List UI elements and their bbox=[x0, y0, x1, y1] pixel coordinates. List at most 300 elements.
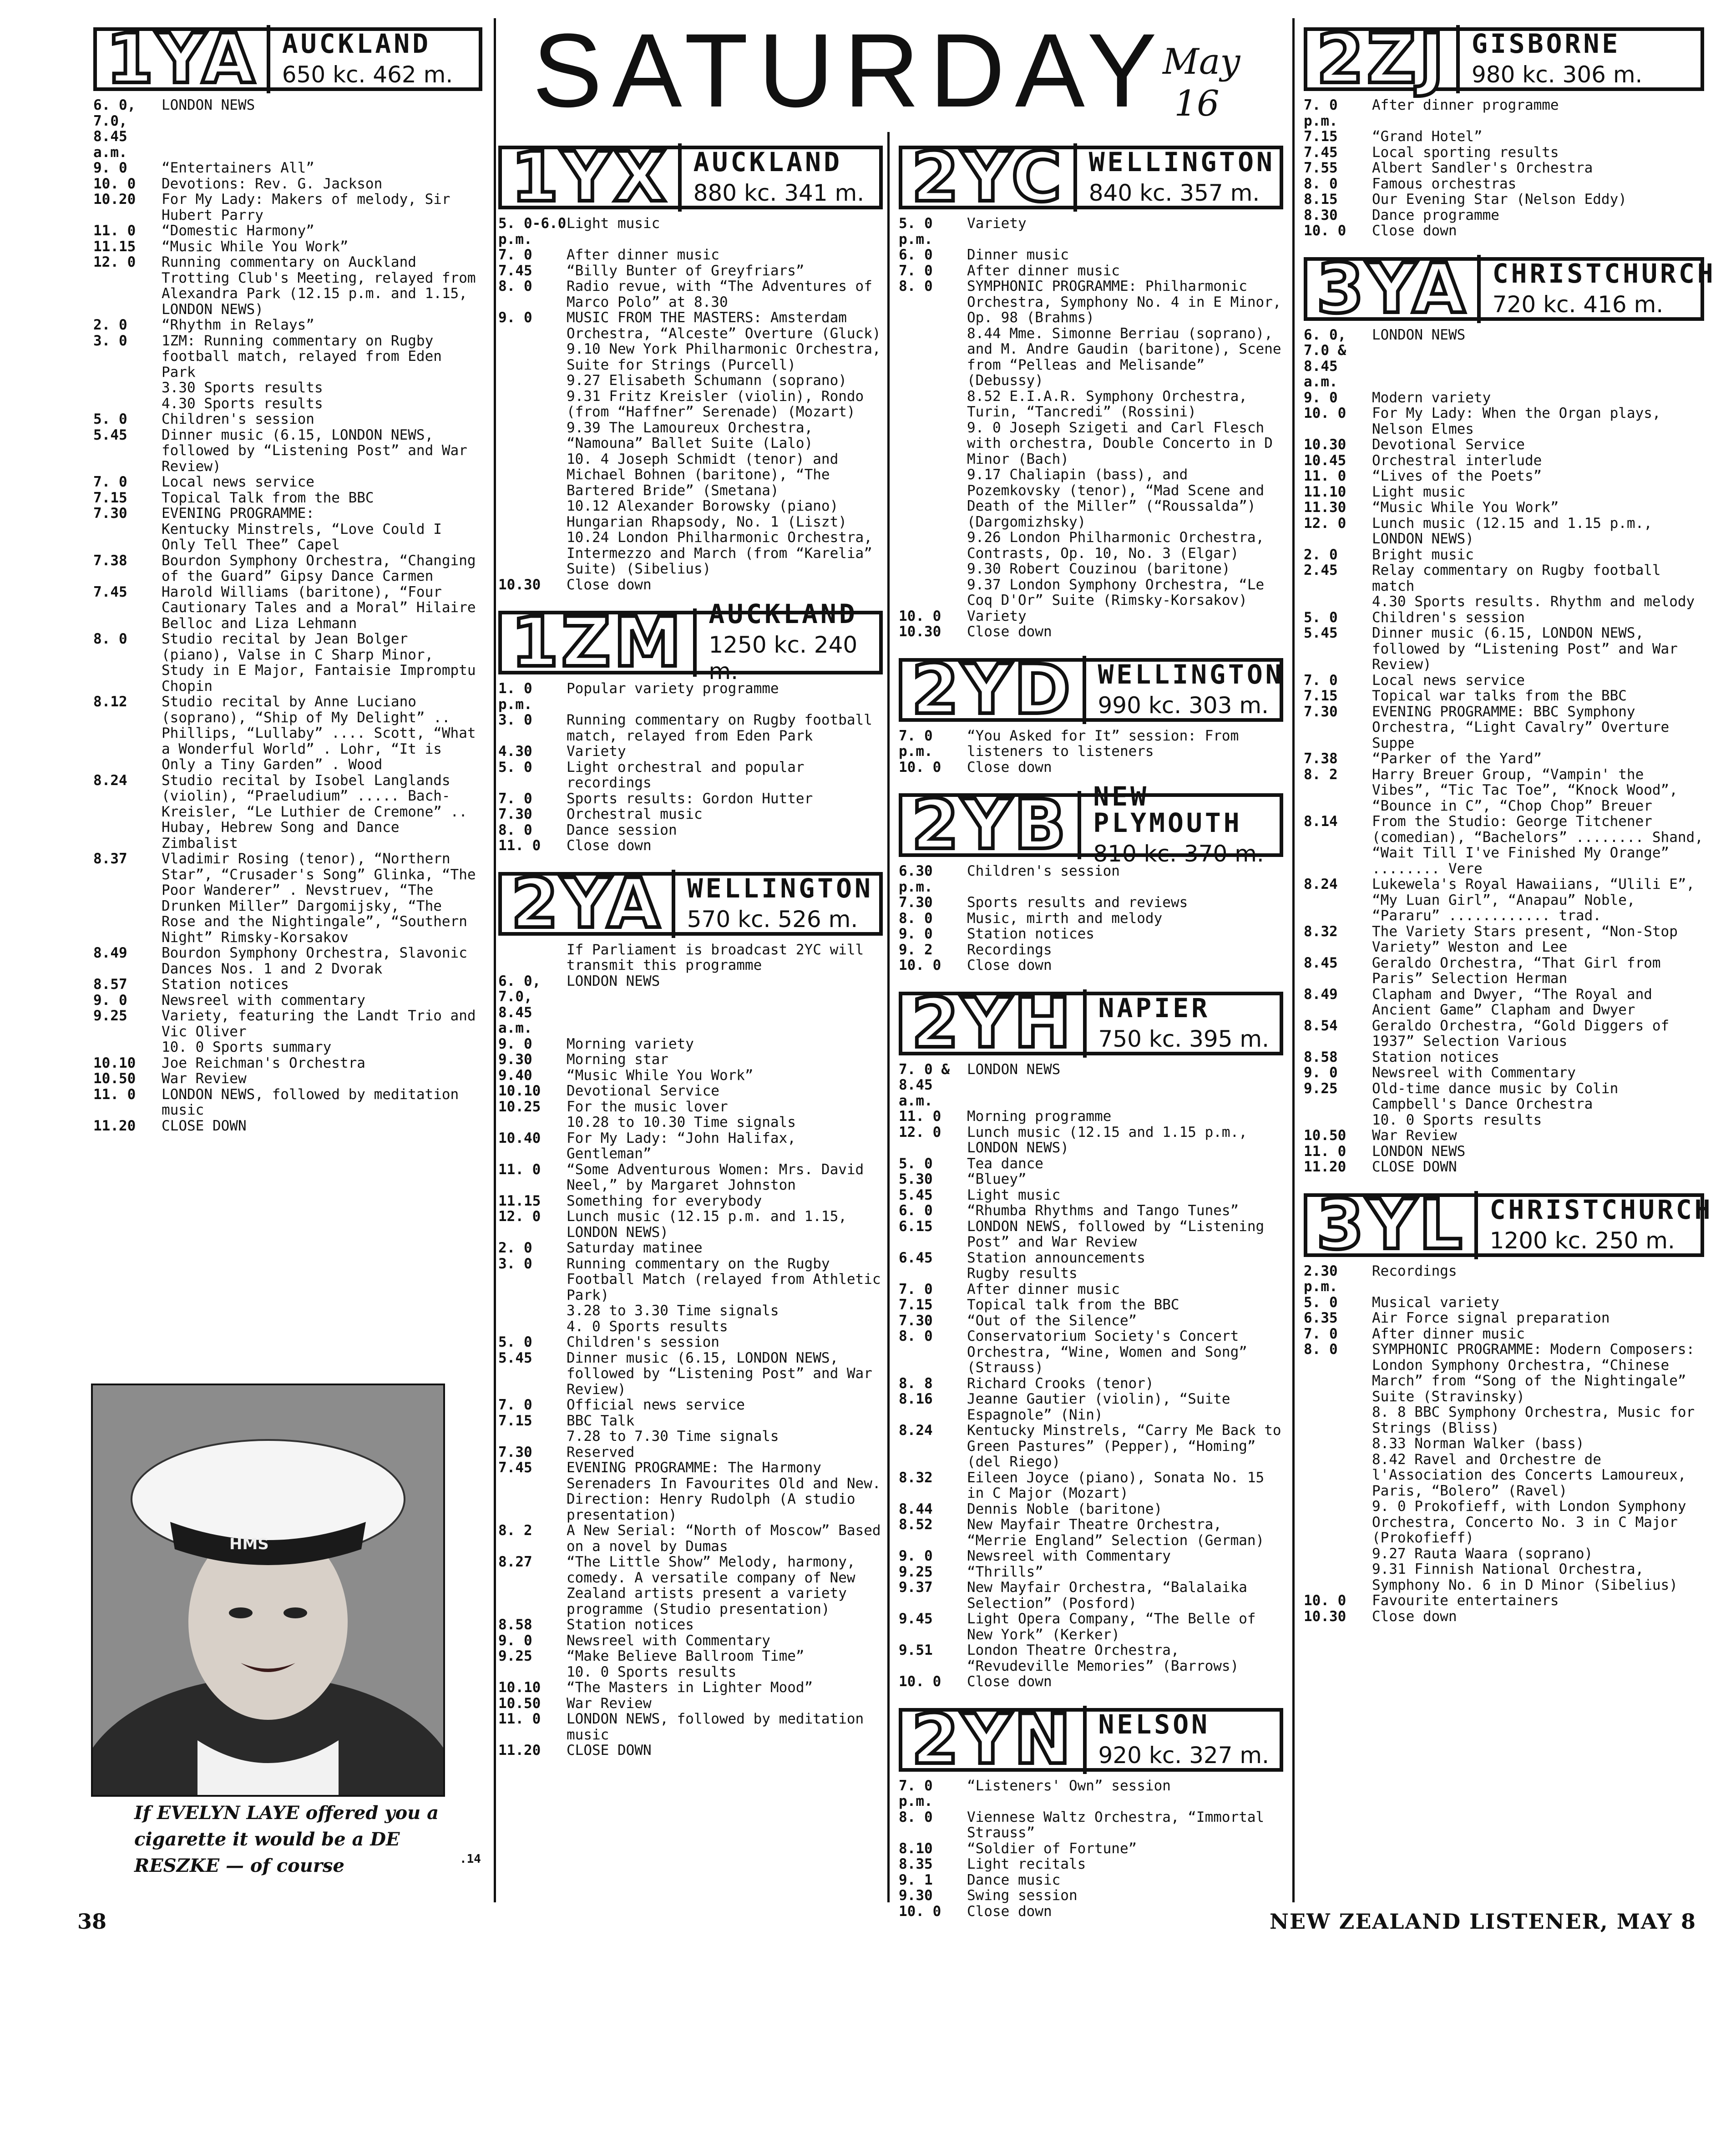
programme-title: Dance music bbox=[967, 1871, 1061, 1888]
programme-title: 9.30 Robert Couzinou (baritone) bbox=[967, 561, 1230, 577]
programme-item bbox=[1304, 1326, 1704, 1342]
programme-title: Bourdon Symphony Orchestra, “Changing of the Guard” Gipsy Dance Carmen bbox=[162, 552, 476, 584]
programme-item bbox=[899, 1674, 1283, 1690]
programme-time: 8. 8 bbox=[899, 1375, 933, 1392]
station-frequency: 980 kc. 306 m. bbox=[1471, 61, 1643, 88]
programme-item bbox=[93, 1008, 482, 1039]
programme-title: Dennis Noble (baritone) bbox=[967, 1500, 1163, 1517]
station-call-sign: 2YN bbox=[911, 1706, 1087, 1774]
programme-item bbox=[1304, 208, 1704, 223]
station-header bbox=[93, 20, 482, 99]
programme-title: Close down bbox=[967, 1673, 1052, 1690]
programme-item bbox=[93, 239, 482, 255]
programme-item bbox=[93, 396, 482, 412]
station-header bbox=[1304, 1185, 1713, 1265]
programme-title: If Parliament is broadcast 2YC will transmit this programme bbox=[567, 941, 864, 973]
programme-time: 7.15 bbox=[899, 1297, 933, 1313]
programme-time: 9. 2 bbox=[899, 941, 933, 958]
programme-time: 3. 0 bbox=[498, 712, 532, 728]
programme-item bbox=[498, 973, 883, 1036]
programme-title: A New Serial: “North of Moscow” Based on a novel by Dumas bbox=[567, 1522, 881, 1555]
programme-title: 10. 0 Sports summary bbox=[162, 1039, 332, 1055]
programme-title: “The Masters in Lighter Mood” bbox=[567, 1679, 813, 1696]
programme-time: 8. 0 bbox=[899, 278, 933, 294]
programme-title: Albert Sandler's Orchestra bbox=[1372, 160, 1593, 176]
programme-title: After dinner music bbox=[567, 247, 719, 263]
programme-item bbox=[498, 1523, 883, 1554]
programme-title: LONDON NEWS, followed by “Listening Post” and War Review bbox=[967, 1218, 1265, 1250]
programme-title: War Review bbox=[1372, 1127, 1457, 1144]
programme-time: 10.50 bbox=[1304, 1127, 1346, 1144]
programme-item bbox=[899, 1611, 1283, 1642]
programme-time: 6.35 bbox=[1304, 1310, 1338, 1326]
column-rule bbox=[887, 132, 890, 1902]
station-details bbox=[1081, 783, 1270, 867]
programme-item bbox=[899, 467, 1283, 530]
programme-time: 11.15 bbox=[93, 238, 136, 255]
programme-time: 11. 0 bbox=[93, 1086, 136, 1103]
programme-time bbox=[498, 451, 567, 499]
programme-item bbox=[93, 97, 482, 160]
programme-time: 11. 0 bbox=[93, 223, 136, 239]
programme-time: 7. 0 bbox=[498, 247, 532, 263]
programme-time: 7.45 bbox=[93, 583, 127, 600]
programme-time: 10. 0 bbox=[899, 1673, 941, 1690]
programme-time: 5. 0 bbox=[899, 1155, 933, 1172]
programme-item bbox=[899, 1297, 1283, 1313]
programme-time: 8.37 bbox=[93, 851, 127, 867]
programme-title: After dinner music bbox=[967, 262, 1120, 279]
programme-title: Dinner music (6.15, LONDON NEWS, followed by “Listening Post” and War Review) bbox=[1372, 625, 1678, 673]
programme-item bbox=[1304, 1561, 1704, 1593]
programme-title: Joe Reichman's Orchestra bbox=[162, 1054, 365, 1071]
programme-list bbox=[899, 1778, 1283, 1920]
programme-time: 5.45 bbox=[93, 426, 127, 443]
station-header bbox=[899, 1700, 1283, 1779]
programme-item bbox=[498, 1664, 883, 1680]
programme-item bbox=[899, 1203, 1283, 1219]
programme-item bbox=[1304, 1609, 1704, 1625]
programme-time bbox=[498, 1303, 567, 1319]
programme-item bbox=[899, 760, 1283, 775]
programme-item bbox=[498, 310, 883, 341]
programme-item bbox=[1304, 1112, 1704, 1128]
programme-time: 8. 0 bbox=[899, 1328, 933, 1344]
programme-list bbox=[498, 681, 883, 854]
programme-time: 8. 0 bbox=[498, 278, 532, 294]
programme-time: 8. 2 bbox=[498, 1522, 532, 1539]
programme-item bbox=[498, 806, 883, 822]
programme-title: After dinner music bbox=[1372, 1325, 1525, 1342]
programme-item bbox=[899, 1778, 1283, 1809]
programme-item bbox=[498, 712, 883, 744]
programme-time bbox=[93, 380, 162, 396]
programme-time: 5. 0 bbox=[93, 411, 127, 427]
programme-item bbox=[498, 389, 883, 420]
programme-item bbox=[93, 993, 482, 1009]
station-call-sign: 1ZM bbox=[511, 608, 697, 677]
station-block-2ya bbox=[498, 864, 883, 1759]
programme-time: 10.50 bbox=[93, 1070, 136, 1087]
programme-item bbox=[1304, 610, 1704, 626]
programme-time: 5.45 bbox=[1304, 625, 1338, 641]
programme-title: After dinner music bbox=[967, 1281, 1120, 1298]
programme-item bbox=[498, 1068, 883, 1084]
station-header bbox=[899, 983, 1283, 1063]
station-frequency: 570 kc. 526 m. bbox=[687, 906, 858, 933]
programme-time: 10.30 bbox=[498, 576, 541, 593]
programme-time: 7.15 bbox=[93, 489, 127, 506]
programme-time: 10.10 bbox=[498, 1083, 541, 1099]
programme-time: 10.30 bbox=[1304, 436, 1346, 453]
programme-title: 10. 0 Sports results bbox=[1372, 1111, 1542, 1128]
programme-item bbox=[498, 1680, 883, 1696]
programme-item bbox=[899, 608, 1283, 624]
programme-item bbox=[1304, 688, 1704, 704]
programme-title: Light Opera Company, “The Belle of New York” (Kerker) bbox=[967, 1611, 1256, 1643]
programme-title: MUSIC FROM THE MASTERS: Amsterdam Orchestra, “Alceste” Overture (Gluck) bbox=[567, 309, 881, 342]
programme-title: “Bluey” bbox=[967, 1171, 1027, 1187]
programme-title: Light recitals bbox=[967, 1856, 1086, 1872]
programme-title: Children's session bbox=[567, 1334, 719, 1350]
programme-item bbox=[1304, 223, 1704, 239]
programme-item bbox=[1304, 468, 1704, 484]
programme-time bbox=[899, 389, 967, 420]
programme-item bbox=[899, 728, 1283, 760]
station-call-sign: 3YL bbox=[1316, 1191, 1478, 1259]
station-header bbox=[498, 598, 883, 684]
programme-list bbox=[899, 1062, 1283, 1690]
programme-item bbox=[899, 1470, 1283, 1501]
programme-time: 7. 0 bbox=[899, 262, 933, 279]
programme-item bbox=[498, 216, 883, 247]
programme-time: 7.15 bbox=[1304, 128, 1338, 145]
programme-item bbox=[498, 1130, 883, 1162]
programme-list bbox=[93, 97, 482, 1134]
programme-time: 8.57 bbox=[93, 976, 127, 993]
programme-title: 8.52 E.I.A.R. Symphony Orchestra, Turin, “Tancredi” (Rossini) bbox=[967, 388, 1247, 420]
programme-time: 11. 0 bbox=[498, 837, 541, 854]
programme-item bbox=[498, 1460, 883, 1523]
programme-title: Variety, featuring the Landt Trio and Vic Oliver bbox=[162, 1008, 476, 1040]
programme-title: “Out of the Silence” bbox=[967, 1312, 1137, 1329]
station-call-sign: 1YA bbox=[106, 25, 270, 93]
programme-item bbox=[498, 791, 883, 807]
programme-title: Newsreel with Commentary bbox=[1372, 1064, 1576, 1081]
issue-date: May 16 bbox=[1163, 41, 1240, 124]
programme-time: 9. 0 bbox=[1304, 389, 1338, 406]
programme-item bbox=[1304, 625, 1704, 673]
station-block-2yn bbox=[899, 1700, 1283, 1920]
advert-code: .14 bbox=[460, 1852, 481, 1866]
programme-title: Vladimir Rosing (tenor), “Northern Star”, “Crusader's Song” Glinka, “The Poor Wanderer” . Nevstruev, “The Drunken Miller” Dargomijsky, “The Rose and the Nightingale”, “Southern Night” Rimsky-Korsakov bbox=[162, 851, 476, 946]
programme-title: 4.30 Sports results bbox=[162, 395, 323, 412]
programme-title: Light music bbox=[1372, 483, 1466, 500]
programme-title: “Rhythm in Relays” bbox=[162, 317, 314, 333]
station-call-sign: 1YX bbox=[511, 143, 682, 212]
programme-title: Harry Breuer Group, “Vampin' the Vibes”, “Tic Tac Toe”, “Knock Wood”, “Bounce in C”, “Chop Chop” Breuer bbox=[1372, 766, 1678, 814]
programme-title: LONDON NEWS bbox=[967, 1061, 1061, 1078]
programme-item bbox=[899, 1376, 1283, 1392]
programme-item bbox=[899, 1062, 1283, 1109]
programme-title: Devotional Service bbox=[1372, 436, 1525, 453]
programme-time: 9.30 bbox=[498, 1051, 532, 1068]
programme-title: Harold Williams (baritone), “Four Cautionary Tales and a Moral” Hilaire Belloc and Liza Lehmann bbox=[162, 583, 476, 632]
programme-time bbox=[93, 396, 162, 412]
programme-title: Light music bbox=[567, 215, 660, 232]
programme-item bbox=[899, 1313, 1283, 1329]
programme-list bbox=[899, 216, 1283, 640]
programme-item bbox=[498, 681, 883, 712]
programme-item bbox=[1304, 453, 1704, 469]
programme-title: 10.28 to 10.30 Time signals bbox=[567, 1114, 796, 1130]
programme-time: 4.30 bbox=[498, 743, 532, 760]
programme-item bbox=[93, 317, 482, 333]
programme-title: Air Force signal preparation bbox=[1372, 1310, 1610, 1326]
programme-item bbox=[498, 744, 883, 760]
programme-time: 11.20 bbox=[93, 1117, 136, 1134]
programme-title: “Make Believe Ballroom Time” bbox=[567, 1648, 805, 1664]
programme-title: Morning variety bbox=[567, 1035, 694, 1052]
programme-item bbox=[1304, 1263, 1704, 1295]
programme-title: LONDON NEWS bbox=[1372, 326, 1466, 343]
programme-title: Station notices bbox=[1372, 1049, 1499, 1065]
programme-time: 12. 0 bbox=[1304, 515, 1346, 532]
programme-title: “Entertainers All” bbox=[162, 160, 314, 176]
programme-item bbox=[899, 1580, 1283, 1611]
station-header bbox=[1304, 249, 1716, 329]
programme-title: Dinner music (6.15, LONDON NEWS, followed by “Listening Post” and War Review) bbox=[567, 1349, 872, 1398]
programme-title: Running commentary on Auckland Trotting Club's Meeting, relayed from Alexandra Park (12.15 p.m. and 1.15, LONDON NEWS) bbox=[162, 254, 476, 318]
programme-list bbox=[498, 216, 883, 593]
programme-title: Lunch music (12.15 and 1.15 p.m., LONDON NEWS) bbox=[967, 1124, 1247, 1156]
programme-time: 7. 0 p.m. bbox=[899, 727, 933, 760]
programme-item bbox=[1304, 1436, 1704, 1452]
programme-time bbox=[498, 942, 567, 973]
programme-item bbox=[899, 530, 1283, 561]
programme-title: Richard Crooks (tenor) bbox=[967, 1375, 1154, 1392]
programme-item bbox=[498, 1633, 883, 1649]
programme-time bbox=[498, 341, 567, 373]
programme-title: Children's session bbox=[967, 863, 1120, 879]
programme-time: 7.30 bbox=[899, 894, 933, 911]
programme-time: 9.37 bbox=[899, 1579, 933, 1596]
programme-title: Viennese Waltz Orchestra, “Immortal Strauss” bbox=[967, 1809, 1265, 1841]
programme-item bbox=[498, 1052, 883, 1068]
programme-title: New Mayfair Theatre Orchestra, “Merrie England” Selection (German) bbox=[967, 1516, 1265, 1549]
programme-title: Recordings bbox=[1372, 1262, 1457, 1279]
programme-time bbox=[498, 389, 567, 420]
programme-time: 8.44 bbox=[899, 1500, 933, 1517]
station-city: NEW PLYMOUTH bbox=[1093, 781, 1242, 838]
programme-time: 10.10 bbox=[498, 1679, 541, 1696]
programme-item bbox=[93, 490, 482, 506]
programme-item bbox=[1304, 516, 1704, 547]
programme-title: Lunch music (12.15 and 1.15 p.m., LONDON NEWS) bbox=[1372, 515, 1652, 547]
programme-title: Close down bbox=[967, 623, 1052, 640]
station-block-2yc bbox=[899, 138, 1283, 640]
programme-title: Topical Talk from the BBC bbox=[162, 489, 374, 506]
programme-title: From the Studio: George Titchener (comedian), “Bachelors” ........ Shand, “Wait Till I've Finished My Orange” ........ Vere bbox=[1372, 813, 1703, 877]
programme-item bbox=[899, 247, 1283, 263]
programme-time: 8.35 bbox=[899, 1856, 933, 1872]
programme-item bbox=[1304, 1546, 1704, 1562]
programme-time: 9.25 bbox=[1304, 1080, 1338, 1097]
programme-time: 11.20 bbox=[1304, 1159, 1346, 1175]
programme-time bbox=[899, 467, 967, 530]
programme-time: 10.50 bbox=[498, 1695, 541, 1712]
programme-title: War Review bbox=[567, 1695, 652, 1712]
programme-time: 7.30 bbox=[498, 806, 532, 822]
programme-title: LONDON NEWS bbox=[162, 97, 255, 113]
programme-title: Newsreel with Commentary bbox=[967, 1548, 1171, 1564]
programme-time: 8. 0 bbox=[1304, 1341, 1338, 1358]
programme-time bbox=[498, 1319, 567, 1335]
programme-item bbox=[93, 1118, 482, 1134]
programme-title: Close down bbox=[967, 1903, 1052, 1920]
programme-time: 5. 0-6.0 p.m. bbox=[498, 215, 567, 248]
station-details bbox=[1460, 30, 1691, 88]
station-header bbox=[899, 650, 1284, 730]
programme-time: 9. 0 bbox=[498, 1632, 532, 1649]
programme-time: 6. 0 bbox=[899, 247, 933, 263]
programme-item bbox=[1304, 1018, 1704, 1049]
programme-item bbox=[899, 1841, 1283, 1857]
station-call-sign: 2YC bbox=[911, 143, 1077, 212]
programme-item bbox=[899, 1517, 1283, 1548]
programme-item bbox=[498, 1350, 883, 1398]
programme-title: “Billy Bunter of Greyfriars” bbox=[567, 262, 805, 279]
programme-time bbox=[498, 1664, 567, 1680]
programme-item bbox=[93, 584, 482, 632]
programme-item bbox=[498, 760, 883, 791]
programme-time bbox=[498, 420, 567, 451]
programme-item bbox=[498, 1743, 883, 1759]
programme-item bbox=[899, 1872, 1283, 1888]
programme-time: 10.30 bbox=[1304, 1608, 1346, 1625]
station-city: AUCKLAND bbox=[282, 28, 431, 59]
programme-title: Station announcements bbox=[967, 1249, 1145, 1266]
programme-time bbox=[899, 326, 967, 389]
programme-item bbox=[93, 380, 482, 396]
programme-item bbox=[1304, 547, 1704, 563]
programme-time: 2. 0 bbox=[1304, 546, 1338, 563]
programme-time: 6. 0, 7.0 & 8.45 a.m. bbox=[1304, 326, 1346, 390]
programme-item bbox=[899, 1187, 1283, 1203]
programme-item bbox=[498, 341, 883, 373]
programme-item bbox=[498, 1099, 883, 1115]
programme-time: 9. 1 bbox=[899, 1871, 933, 1888]
programme-time: 11. 0 bbox=[498, 1161, 541, 1178]
programme-time: 9. 0 bbox=[899, 926, 933, 942]
programme-title: Studio recital by Anne Luciano (soprano), “Ship of My Delight” .. Phillips, “Lullaby” .... Scott, “What a Wonderful World” . Lohr, “It is Only a Tiny Garden” . Wood bbox=[162, 694, 476, 773]
programme-title: Station notices bbox=[567, 1617, 694, 1633]
portrait-illustration bbox=[93, 1385, 443, 1795]
programme-title: Close down bbox=[1372, 1608, 1457, 1625]
programme-time: 7. 0 bbox=[498, 1397, 532, 1413]
station-details bbox=[1087, 1708, 1270, 1769]
programme-time: 7. 0 p.m. bbox=[899, 1777, 933, 1809]
programme-time: 9. 0 bbox=[498, 309, 532, 326]
programme-time bbox=[1304, 1112, 1372, 1128]
station-header bbox=[498, 138, 883, 217]
programme-title: Our Evening Star (Nelson Eddy) bbox=[1372, 191, 1627, 208]
programme-title: “Rhumba Rhythms and Tango Tunes” bbox=[967, 1202, 1239, 1219]
programme-title: Bourdon Symphony Orchestra, Slavonic Dances Nos. 1 and 2 Dvorak bbox=[162, 945, 467, 977]
programme-item bbox=[1304, 405, 1704, 437]
programme-time: 11. 0 bbox=[899, 1108, 941, 1125]
programme-item bbox=[93, 977, 482, 993]
programme-item bbox=[93, 1071, 482, 1087]
programme-time: 10.20 bbox=[93, 191, 136, 208]
programme-title: Clapham and Dwyer, “The Royal and Ancient Game” Clapham and Dwyer bbox=[1372, 986, 1652, 1018]
programme-item bbox=[899, 1250, 1283, 1266]
programme-item bbox=[93, 223, 482, 239]
station-frequency: 1250 kc. 240 m. bbox=[709, 632, 858, 684]
programme-title: Orchestral music bbox=[567, 806, 703, 822]
programme-title: 10.12 Alexander Borowsky (piano) Hungarian Rhapsody, No. 1 (Liszt) bbox=[567, 498, 847, 530]
programme-time: 6.45 bbox=[899, 1249, 933, 1266]
programme-time: 8.16 bbox=[899, 1391, 933, 1407]
programme-title: Studio recital by Jean Bolger (piano), Valse in C Sharp Minor, Study in E Major, Fantaisie Impromptu Chopin bbox=[162, 631, 476, 694]
advert-photo bbox=[91, 1384, 445, 1797]
programme-title: Bright music bbox=[1372, 546, 1474, 563]
programme-item bbox=[899, 895, 1283, 911]
programme-time: 8.49 bbox=[1304, 986, 1338, 1003]
programme-time: 8.30 bbox=[1304, 207, 1338, 223]
programme-time: 8. 0 bbox=[498, 821, 532, 838]
programme-item bbox=[1304, 390, 1704, 406]
programme-time bbox=[899, 530, 967, 561]
programme-time: 6. 0 bbox=[899, 1202, 933, 1219]
programme-item bbox=[93, 192, 482, 223]
programme-title: Recordings bbox=[967, 941, 1052, 958]
programme-title: Newsreel with commentary bbox=[162, 992, 365, 1009]
programme-time: 7.15 bbox=[498, 1412, 532, 1429]
programme-title: Running commentary on Rugby football match, relayed from Eden Park bbox=[567, 712, 872, 744]
programme-time: 7.38 bbox=[1304, 750, 1338, 767]
programme-time: 12. 0 bbox=[498, 1208, 541, 1225]
programme-item bbox=[1304, 924, 1704, 955]
station-block-2zj bbox=[1304, 20, 1704, 239]
programme-item bbox=[498, 1256, 883, 1303]
programme-item bbox=[1304, 563, 1704, 594]
programme-item bbox=[1304, 145, 1704, 161]
programme-time: 10.30 bbox=[899, 623, 941, 640]
programme-title: BBC Talk bbox=[567, 1412, 635, 1429]
programme-title: CLOSE DOWN bbox=[567, 1742, 652, 1759]
programme-item bbox=[93, 1055, 482, 1071]
programme-item bbox=[899, 279, 1283, 326]
programme-time: 11.20 bbox=[498, 1742, 541, 1759]
programme-time: 2.30 p.m. bbox=[1304, 1262, 1338, 1295]
station-city: CHRISTCHURCH bbox=[1489, 1194, 1713, 1225]
programme-time: 8.58 bbox=[1304, 1049, 1338, 1065]
station-call-sign: 2YB bbox=[911, 791, 1081, 859]
programme-title: Relay commentary on Rugby football match bbox=[1372, 562, 1661, 594]
programme-time: 6. 0, 7.0, 8.45 a.m. bbox=[498, 973, 541, 1036]
programme-title: Radio revue, with “The Adventures of Marco Polo” at 8.30 bbox=[567, 278, 872, 310]
programme-title: For the music lover bbox=[567, 1098, 728, 1115]
station-call-sign: 2YA bbox=[511, 870, 675, 938]
programme-title: 8.42 Ravel and Orchestre de l'Association des Concerts Lamoureux, Paris, “Bolero” (Ravel) bbox=[1372, 1451, 1686, 1499]
programme-item bbox=[899, 389, 1283, 420]
programme-item bbox=[498, 1334, 883, 1350]
programme-item bbox=[498, 263, 883, 279]
programme-item bbox=[498, 1413, 883, 1429]
programme-time: 8.24 bbox=[899, 1422, 933, 1439]
programme-time bbox=[93, 522, 162, 553]
